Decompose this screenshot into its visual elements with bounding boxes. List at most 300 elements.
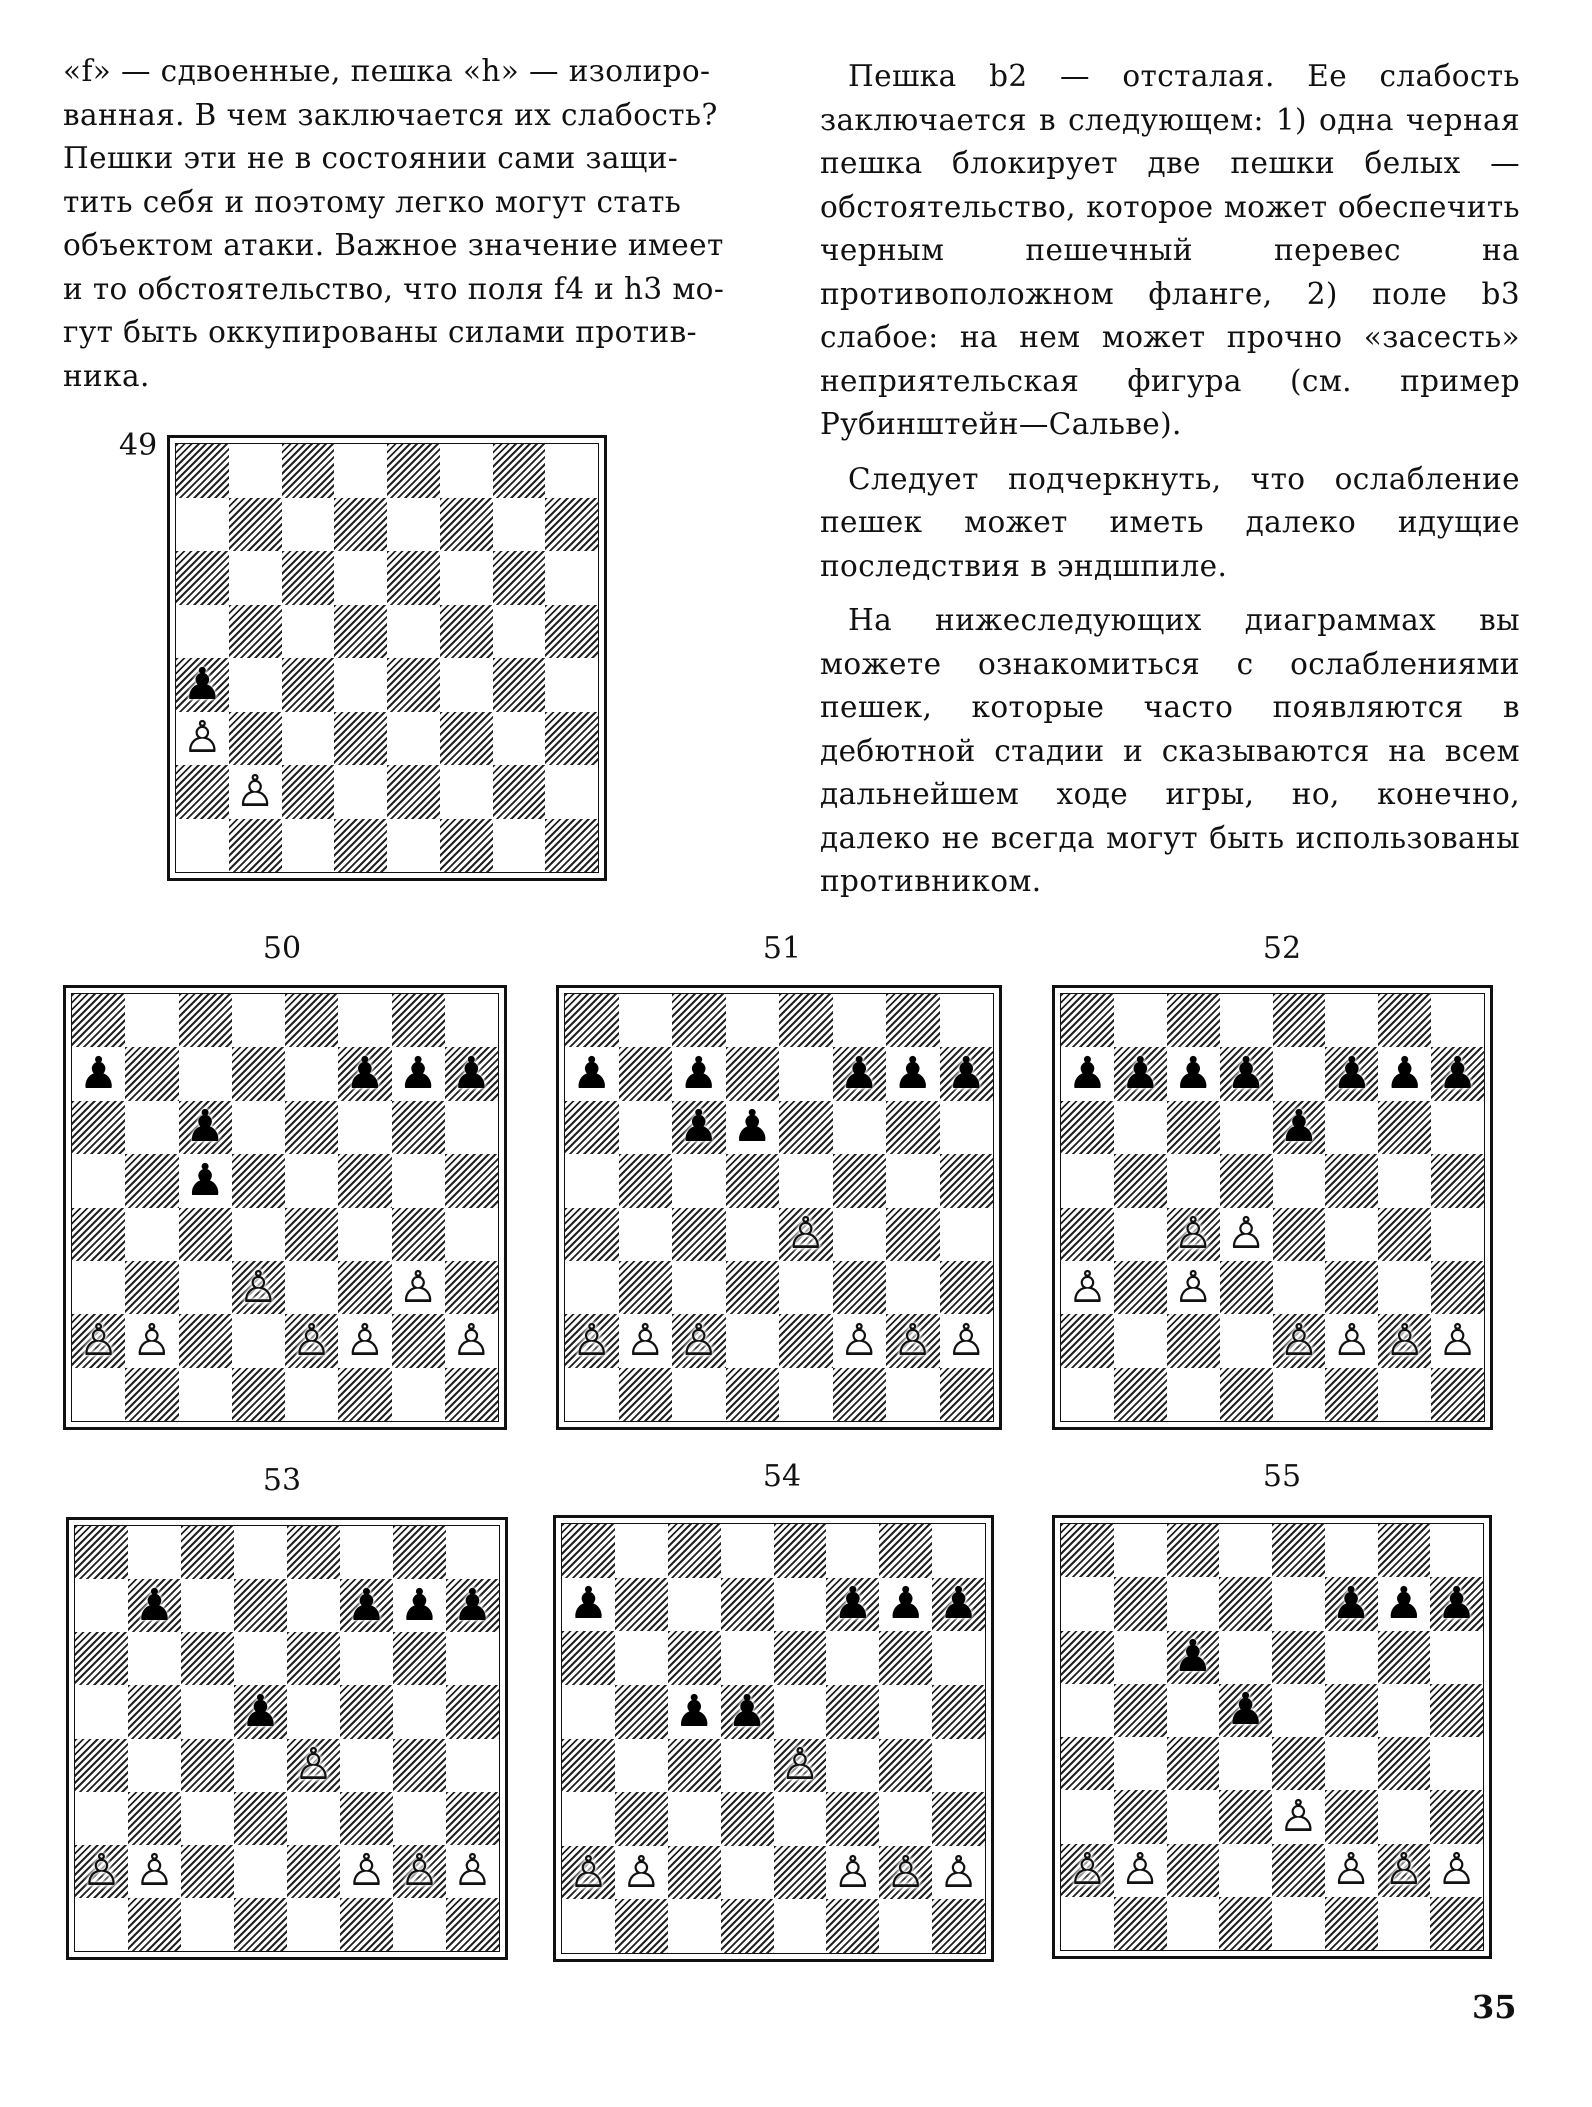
- square-d6: [1219, 1631, 1272, 1684]
- square-e8: [1272, 1524, 1325, 1577]
- square-c4: [1167, 1737, 1220, 1790]
- square-c6: [282, 551, 335, 605]
- square-g8: [886, 994, 940, 1047]
- square-b6: [125, 1101, 178, 1154]
- paragraph-endgame: Следует подчеркнуть, что ослабление пешек может иметь далеко идущие последствия в эндшпиле.: [820, 461, 1520, 583]
- square-d2: [726, 1314, 780, 1367]
- square-g6: [393, 1632, 446, 1685]
- square-b4: [619, 1208, 673, 1261]
- chess-diagram-54: [553, 1515, 994, 1962]
- square-b6: [619, 1101, 673, 1154]
- square-e5: [285, 1154, 338, 1207]
- square-e7: [1273, 1047, 1326, 1100]
- square-e7: [774, 1578, 827, 1632]
- square-g1: [493, 819, 546, 873]
- square-h3: [445, 1261, 498, 1314]
- square-h7: [940, 1047, 994, 1100]
- white-pawn-icon: ♙: [1278, 1790, 1319, 1842]
- square-b5: [615, 1685, 668, 1739]
- square-f4: [833, 1208, 887, 1261]
- square-b4: [229, 658, 282, 712]
- square-e2: [387, 765, 440, 819]
- square-g8: [392, 994, 445, 1047]
- square-b1: [229, 819, 282, 873]
- square-h2: [445, 1314, 498, 1367]
- square-f5: [1325, 1684, 1378, 1737]
- white-pawn-icon: ♙: [452, 1845, 493, 1897]
- white-pawn-icon: ♙: [893, 1314, 933, 1366]
- square-f3: [1325, 1790, 1378, 1843]
- square-g5: [392, 1154, 445, 1207]
- square-g8: [493, 444, 546, 498]
- square-b5: [125, 1154, 178, 1207]
- square-b6: [615, 1631, 668, 1685]
- square-c3: [1167, 1790, 1220, 1843]
- black-pawn-icon: ♟: [182, 658, 223, 710]
- white-pawn-icon: ♙: [1384, 1314, 1425, 1366]
- white-pawn-icon: ♙: [625, 1314, 665, 1366]
- diagram-number: 53: [262, 1463, 302, 1498]
- square-d7: [1220, 1047, 1273, 1100]
- square-h6: [446, 1632, 499, 1685]
- square-a5: [75, 1685, 128, 1738]
- square-e1: [1272, 1897, 1325, 1950]
- square-d3: [721, 1792, 774, 1846]
- square-b6: [128, 1632, 181, 1685]
- black-pawn-icon: ♟: [732, 1101, 772, 1153]
- square-b8: [619, 994, 673, 1047]
- square-e1: [779, 1368, 833, 1421]
- text-line: ника.: [63, 358, 150, 393]
- square-g4: [879, 1739, 932, 1793]
- square-g2: [493, 765, 546, 819]
- square-f2: [338, 1314, 391, 1367]
- white-pawn-icon: ♙: [1226, 1208, 1266, 1260]
- square-h7: [1431, 1047, 1484, 1100]
- square-b6: [1114, 1101, 1167, 1154]
- square-d7: [726, 1047, 780, 1100]
- square-h7: [446, 1579, 499, 1632]
- square-f8: [338, 994, 391, 1047]
- square-f6: [1325, 1631, 1378, 1684]
- square-a1: [562, 1899, 615, 1953]
- square-e2: [1272, 1844, 1325, 1897]
- square-h4: [940, 1208, 994, 1261]
- square-e2: [287, 1845, 340, 1898]
- black-pawn-icon: ♟: [185, 1154, 225, 1206]
- right-text-column: [820, 55, 1520, 915]
- square-d1: [721, 1899, 774, 1953]
- square-g4: [493, 658, 546, 712]
- square-c5: [179, 1154, 232, 1207]
- square-a1: [1061, 1368, 1114, 1421]
- square-b4: [128, 1739, 181, 1792]
- square-a2: [1061, 1314, 1114, 1367]
- square-f1: [1325, 1897, 1378, 1950]
- square-b8: [1114, 994, 1167, 1047]
- square-h4: [1431, 1208, 1484, 1261]
- square-c3: [179, 1261, 232, 1314]
- square-g8: [1378, 1524, 1431, 1577]
- square-e7: [779, 1047, 833, 1100]
- square-d2: [721, 1846, 774, 1900]
- square-d2: [334, 765, 387, 819]
- square-f4: [338, 1208, 391, 1261]
- square-h1: [932, 1899, 985, 1953]
- square-c4: [282, 658, 335, 712]
- square-h3: [446, 1792, 499, 1845]
- square-h2: [940, 1314, 994, 1367]
- square-a4: [1061, 1737, 1114, 1790]
- square-a8: [565, 994, 619, 1047]
- square-a6: [176, 551, 229, 605]
- text-line: Пешки эти не в состоянии сами защи-: [63, 141, 679, 175]
- square-c8: [181, 1526, 234, 1579]
- square-g8: [393, 1526, 446, 1579]
- square-a6: [562, 1631, 615, 1685]
- square-d3: [726, 1261, 780, 1314]
- square-b2: [619, 1314, 673, 1367]
- square-f7: [440, 498, 493, 552]
- square-e4: [1273, 1208, 1326, 1261]
- square-c4: [672, 1208, 726, 1261]
- black-pawn-icon: ♟: [1173, 1631, 1213, 1683]
- square-d7: [1219, 1577, 1272, 1630]
- square-b3: [615, 1792, 668, 1846]
- square-d5: [721, 1685, 774, 1739]
- square-h6: [1431, 1101, 1484, 1154]
- square-g6: [1378, 1631, 1431, 1684]
- square-c1: [181, 1898, 234, 1951]
- square-a5: [72, 1154, 125, 1207]
- square-e1: [285, 1368, 338, 1421]
- square-g3: [1378, 1790, 1431, 1843]
- square-e3: [1272, 1790, 1325, 1843]
- square-h4: [1430, 1737, 1483, 1790]
- square-c4: [181, 1739, 234, 1792]
- square-f5: [826, 1685, 879, 1739]
- white-pawn-icon: ♙: [451, 1314, 492, 1366]
- square-f5: [338, 1154, 391, 1207]
- square-c2: [1167, 1314, 1220, 1367]
- white-pawn-icon: ♙: [399, 1845, 440, 1897]
- square-f6: [440, 551, 493, 605]
- square-c5: [1167, 1154, 1220, 1207]
- paragraph-backward-pawn: Пешка b2 — отсталая. Ее слабость заключается в следующем: 1) одна черная пешка блокирует две пешки белых — обстоятельство, которое может обеспечить черным пешечный перевес на противоположном фланге, 2) поле b3 слабое: на нем может прочно «засесть» неприятельская фигура (см. пример Рубинштейн—Сальве).: [820, 59, 1520, 441]
- board-grid: [1060, 1523, 1484, 1951]
- black-pawn-icon: ♟: [240, 1685, 281, 1737]
- black-pawn-icon: ♟: [1067, 1048, 1108, 1100]
- square-c7: [1167, 1577, 1220, 1630]
- square-b7: [1114, 1577, 1167, 1630]
- square-e6: [285, 1101, 338, 1154]
- square-g1: [392, 1368, 445, 1421]
- square-e5: [287, 1685, 340, 1738]
- square-g5: [393, 1685, 446, 1738]
- square-h2: [1431, 1314, 1484, 1367]
- page-number: 35: [1472, 1988, 1517, 2026]
- square-a7: [1061, 1577, 1114, 1630]
- text-line: гут быть оккупированы силами против-: [63, 315, 697, 349]
- text-line: и то обстоятельство, что поля f4 и h3 мо-: [63, 271, 725, 306]
- black-pawn-icon: ♟: [1384, 1048, 1425, 1100]
- black-pawn-icon: ♟: [1331, 1577, 1371, 1629]
- square-a4: [75, 1739, 128, 1792]
- black-pawn-icon: ♟: [399, 1579, 440, 1631]
- square-b3: [229, 712, 282, 766]
- black-pawn-icon: ♟: [572, 1048, 612, 1100]
- white-pawn-icon: ♙: [938, 1846, 979, 1898]
- square-g7: [1378, 1047, 1431, 1100]
- square-b4: [615, 1739, 668, 1793]
- square-b2: [1114, 1844, 1167, 1897]
- paragraph-diagrams-intro: На нижеследующих диаграммах вы можете ознакомиться с ослаблениями пешек, которые часто появляются в дебютной стадии и сказываются на всем дальнейшем ходе игры, но, конечно, далеко не всегда могут быть использованы противником.: [820, 603, 1520, 898]
- square-e7: [1272, 1577, 1325, 1630]
- square-g3: [886, 1261, 940, 1314]
- square-f7: [1325, 1577, 1378, 1630]
- white-pawn-icon: ♙: [291, 1314, 332, 1366]
- square-c6: [668, 1631, 721, 1685]
- black-pawn-icon: ♟: [1436, 1577, 1477, 1629]
- square-a3: [565, 1261, 619, 1314]
- square-d7: [234, 1579, 287, 1632]
- white-pawn-icon: ♙: [885, 1846, 926, 1898]
- square-b3: [1114, 1261, 1167, 1314]
- square-f2: [1325, 1844, 1378, 1897]
- square-c6: [672, 1101, 726, 1154]
- square-d4: [721, 1739, 774, 1793]
- square-c2: [179, 1314, 232, 1367]
- square-a5: [1061, 1154, 1114, 1207]
- square-h6: [940, 1101, 994, 1154]
- white-pawn-icon: ♙: [839, 1314, 879, 1366]
- square-e3: [1273, 1261, 1326, 1314]
- square-h5: [1430, 1684, 1483, 1737]
- square-e8: [774, 1524, 827, 1578]
- square-h4: [545, 658, 598, 712]
- square-a4: [562, 1739, 615, 1793]
- board-grid: [175, 443, 599, 873]
- square-d3: [1219, 1790, 1272, 1843]
- square-f1: [1325, 1368, 1378, 1421]
- square-h6: [1430, 1631, 1483, 1684]
- square-g2: [1378, 1844, 1431, 1897]
- square-f8: [833, 994, 887, 1047]
- square-d4: [232, 1208, 285, 1261]
- square-f5: [833, 1154, 887, 1207]
- square-e4: [1272, 1737, 1325, 1790]
- square-f3: [1325, 1261, 1378, 1314]
- square-a4: [176, 658, 229, 712]
- square-c7: [672, 1047, 726, 1100]
- square-h3: [932, 1792, 985, 1846]
- left-text-column: [63, 50, 769, 398]
- square-e8: [779, 994, 833, 1047]
- square-c6: [181, 1632, 234, 1685]
- square-g4: [393, 1739, 446, 1792]
- white-pawn-icon: ♙: [235, 765, 275, 817]
- black-pawn-icon: ♟: [1437, 1048, 1478, 1100]
- square-c4: [1167, 1208, 1220, 1261]
- square-d8: [726, 994, 780, 1047]
- square-g7: [493, 498, 546, 552]
- diagram-number: 50: [262, 931, 302, 966]
- square-h3: [1431, 1261, 1484, 1314]
- square-f2: [440, 765, 493, 819]
- square-e8: [285, 994, 338, 1047]
- white-pawn-icon: ♙: [1332, 1314, 1372, 1366]
- square-a7: [75, 1579, 128, 1632]
- black-pawn-icon: ♟: [1332, 1048, 1372, 1100]
- square-f5: [340, 1685, 393, 1738]
- square-c3: [282, 712, 335, 766]
- white-pawn-icon: ♙: [398, 1261, 438, 1313]
- square-e8: [1273, 994, 1326, 1047]
- square-g7: [1378, 1577, 1431, 1630]
- board-grid: [71, 993, 499, 1422]
- square-d4: [1220, 1208, 1273, 1261]
- black-pawn-icon: ♟: [1225, 1684, 1266, 1736]
- square-g6: [1378, 1101, 1431, 1154]
- square-d2: [232, 1314, 285, 1367]
- chess-diagram-51: [556, 985, 1002, 1430]
- diagram-number: 55: [1262, 1459, 1302, 1494]
- square-a8: [72, 994, 125, 1047]
- square-h8: [940, 994, 994, 1047]
- white-pawn-icon: ♙: [1384, 1844, 1424, 1896]
- square-b4: [1114, 1208, 1167, 1261]
- white-pawn-icon: ♙: [946, 1314, 986, 1366]
- square-g4: [886, 1208, 940, 1261]
- square-f2: [340, 1845, 393, 1898]
- square-b7: [128, 1579, 181, 1632]
- square-g1: [1378, 1897, 1431, 1950]
- square-e1: [387, 819, 440, 873]
- square-f4: [440, 658, 493, 712]
- diagram-number: 54: [762, 1459, 802, 1494]
- text-line: «f» — сдвоенные, пешка «h» — изолиро-: [63, 54, 711, 88]
- square-b8: [128, 1526, 181, 1579]
- square-a1: [565, 1368, 619, 1421]
- square-e4: [387, 658, 440, 712]
- square-h2: [932, 1846, 985, 1900]
- square-d3: [234, 1792, 287, 1845]
- square-b5: [128, 1685, 181, 1738]
- black-pawn-icon: ♟: [885, 1578, 926, 1630]
- square-d2: [234, 1845, 287, 1898]
- square-b5: [229, 605, 282, 659]
- square-f2: [833, 1314, 887, 1367]
- square-e4: [285, 1208, 338, 1261]
- white-pawn-icon: ♙: [132, 1314, 172, 1366]
- white-pawn-icon: ♙: [293, 1739, 334, 1791]
- square-h2: [446, 1845, 499, 1898]
- square-f6: [338, 1101, 391, 1154]
- square-f8: [440, 444, 493, 498]
- square-e5: [1273, 1154, 1326, 1207]
- black-pawn-icon: ♟: [1384, 1577, 1424, 1629]
- black-pawn-icon: ♟: [679, 1101, 719, 1153]
- square-h2: [1430, 1844, 1483, 1897]
- black-pawn-icon: ♟: [839, 1048, 879, 1100]
- square-b3: [128, 1792, 181, 1845]
- square-a2: [562, 1846, 615, 1900]
- square-d6: [1220, 1101, 1273, 1154]
- square-b4: [125, 1208, 178, 1261]
- square-d6: [721, 1631, 774, 1685]
- square-d3: [232, 1261, 285, 1314]
- square-h4: [445, 1208, 498, 1261]
- white-pawn-icon: ♙: [833, 1846, 873, 1898]
- square-d4: [1219, 1737, 1272, 1790]
- square-e3: [387, 712, 440, 766]
- square-b6: [1114, 1631, 1167, 1684]
- square-b2: [128, 1845, 181, 1898]
- square-e6: [287, 1632, 340, 1685]
- square-g3: [392, 1261, 445, 1314]
- square-d3: [334, 712, 387, 766]
- square-f5: [1325, 1154, 1378, 1207]
- square-b1: [125, 1368, 178, 1421]
- square-c5: [1167, 1684, 1220, 1737]
- square-d4: [334, 658, 387, 712]
- white-pawn-icon: ♙: [182, 712, 223, 764]
- square-f6: [1325, 1101, 1378, 1154]
- square-b3: [125, 1261, 178, 1314]
- square-g3: [493, 712, 546, 766]
- square-f1: [833, 1368, 887, 1421]
- square-h8: [1431, 994, 1484, 1047]
- black-pawn-icon: ♟: [1120, 1048, 1161, 1100]
- white-pawn-icon: ♙: [679, 1314, 719, 1366]
- square-a2: [1061, 1844, 1114, 1897]
- square-h1: [1430, 1897, 1483, 1950]
- square-g7: [392, 1047, 445, 1100]
- white-pawn-icon: ♙: [78, 1314, 119, 1366]
- square-c4: [179, 1208, 232, 1261]
- square-d5: [232, 1154, 285, 1207]
- square-f6: [340, 1632, 393, 1685]
- square-b5: [1114, 1154, 1167, 1207]
- square-c2: [1167, 1844, 1220, 1897]
- square-b3: [619, 1261, 673, 1314]
- square-g7: [879, 1578, 932, 1632]
- square-e5: [779, 1154, 833, 1207]
- square-h2: [545, 765, 598, 819]
- square-c8: [282, 444, 335, 498]
- square-h8: [1430, 1524, 1483, 1577]
- square-b1: [1114, 1368, 1167, 1421]
- square-b8: [615, 1524, 668, 1578]
- white-pawn-icon: ♙: [238, 1261, 279, 1313]
- black-pawn-icon: ♟: [893, 1048, 933, 1100]
- black-pawn-icon: ♟: [568, 1578, 609, 1630]
- square-c8: [1167, 994, 1220, 1047]
- square-c3: [181, 1792, 234, 1845]
- square-e1: [287, 1898, 340, 1951]
- square-c7: [181, 1579, 234, 1632]
- square-g7: [886, 1047, 940, 1100]
- square-a8: [562, 1524, 615, 1578]
- square-g5: [1378, 1684, 1431, 1737]
- square-e4: [774, 1739, 827, 1793]
- white-pawn-icon: ♙: [572, 1314, 612, 1366]
- square-g5: [879, 1685, 932, 1739]
- black-pawn-icon: ♟: [451, 1048, 492, 1100]
- square-b7: [615, 1578, 668, 1632]
- square-e3: [779, 1261, 833, 1314]
- square-c3: [668, 1792, 721, 1846]
